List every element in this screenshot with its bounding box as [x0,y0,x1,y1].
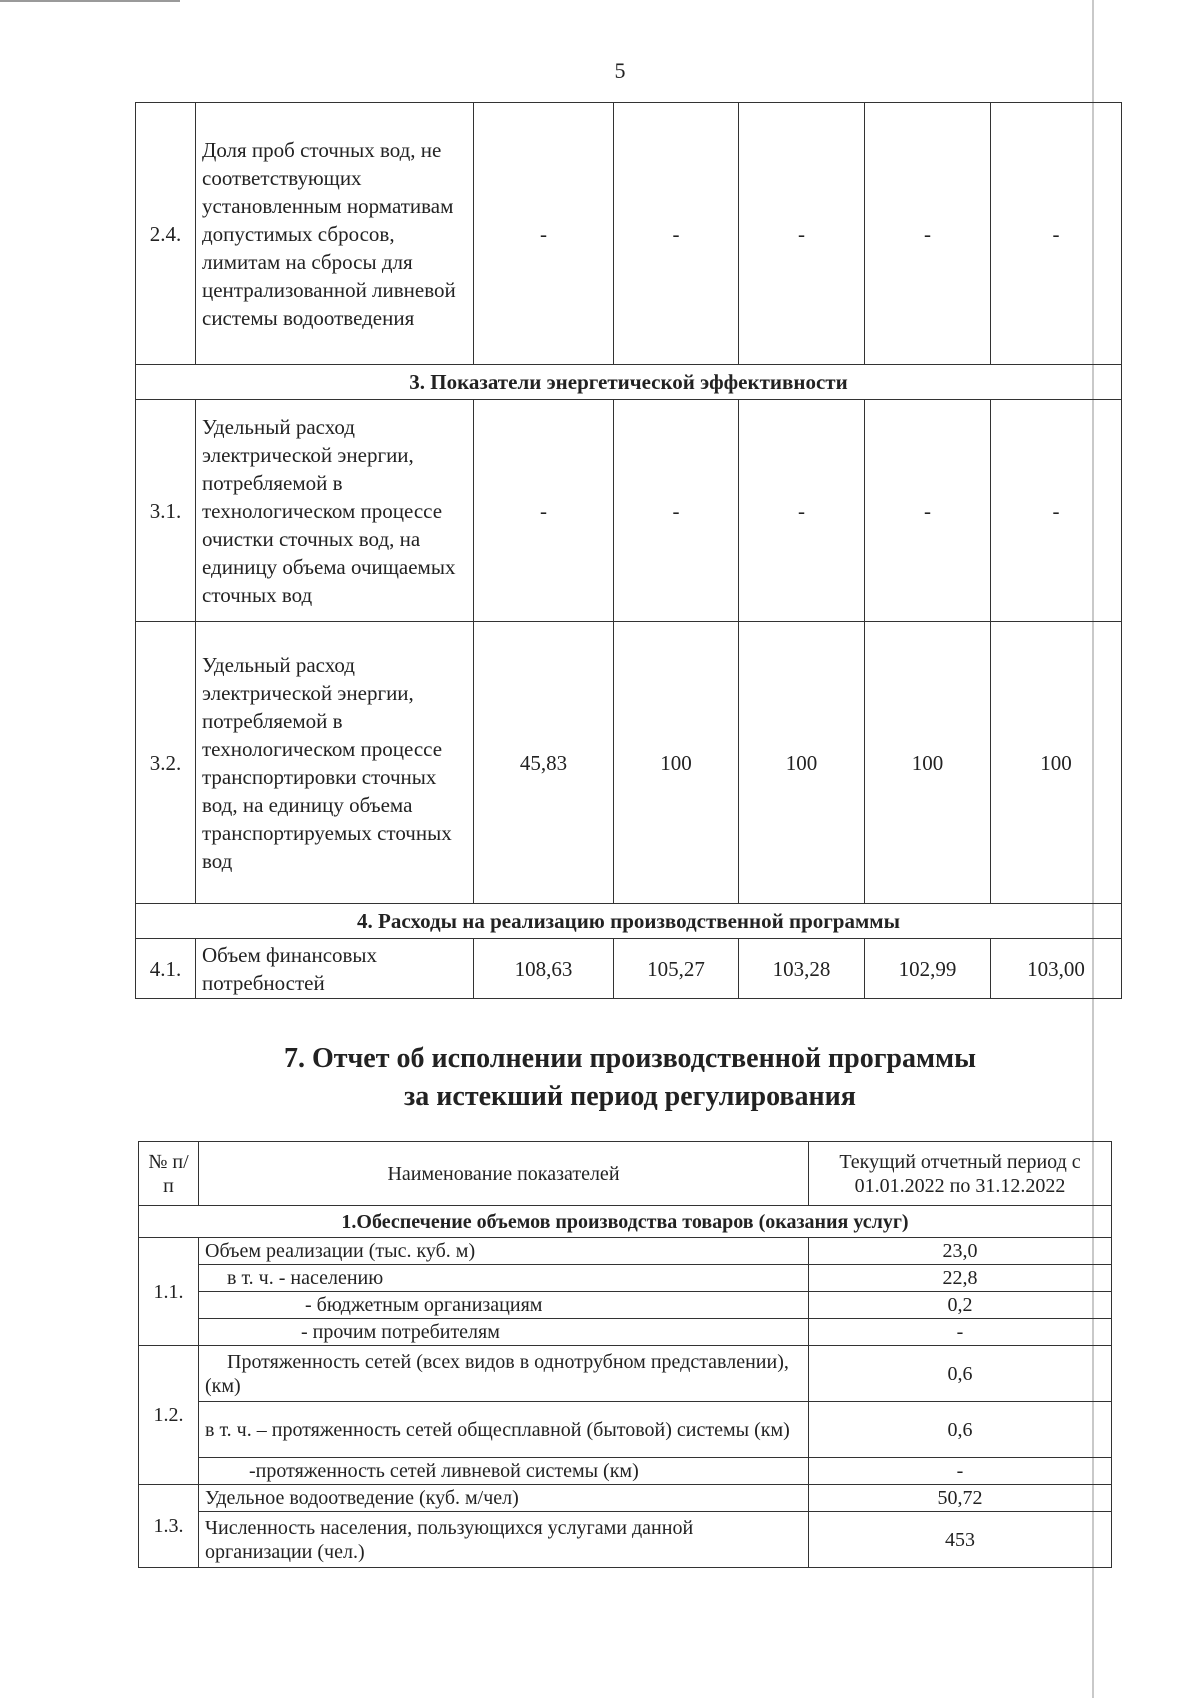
indicator-value: 108,63 [474,939,614,999]
indicator-name: - прочим потребителям [199,1319,809,1346]
table-row [139,1346,1112,1402]
table-row [139,1512,1112,1568]
table-row [139,1238,1112,1265]
indicator-value: 0,6 [809,1402,1112,1458]
section-heading: 4. Расходы на реализацию производственной программы [136,904,1122,939]
indicator-value: - [991,400,1122,622]
indicator-value: 0,2 [809,1292,1112,1319]
indicator-name: Численность населения, пользующихся услугами данной организации (чел.) [199,1512,809,1568]
indicator-name: в т. ч. - населению [199,1265,809,1292]
indicator-value: - [865,103,991,365]
table-row [139,1458,1112,1485]
indicator-value: 45,83 [474,622,614,904]
section-row [136,904,1122,939]
indicator-name: в т. ч. – протяженность сетей общесплавной (бытовой) системы (км) [199,1402,809,1458]
report-title-line1: 7. Отчет об исполнении производственной программы [283,1043,976,1074]
indicator-value: - [474,400,614,622]
indicator-value: - [809,1458,1112,1485]
indicator-value: - [614,400,739,622]
indicator-value: 100 [614,622,739,904]
table-row [136,939,1122,999]
indicator-value: - [739,103,865,365]
indicator-value: - [991,103,1122,365]
table-row [139,1265,1112,1292]
indicator-name: Протяженность сетей (всех видов в однотрубном представлении), (км) [199,1346,809,1402]
row-number: 1.2. [139,1346,199,1485]
indicator-value: - [809,1319,1112,1346]
table-row [139,1292,1112,1319]
indicator-value: 100 [991,622,1122,904]
report-title-line2: за истекший период регулирования [404,1081,856,1112]
header-number: № п/п [139,1142,199,1206]
scan-artifact-top [0,0,180,2]
indicator-name: Доля проб сточных вод, не соответствующих установленным нормативам допустимых сбросов, лимитам на сбросы для централизованной ливневой системы водоотведения [196,103,474,365]
table-row [136,103,1122,365]
report-title [200,1040,1060,1116]
report-table [138,1141,1112,1568]
indicator-value: 103,00 [991,939,1122,999]
indicators-table [135,102,1122,999]
row-number: 1.1. [139,1238,199,1346]
section-row [139,1206,1112,1238]
page-number: 5 [614,58,626,83]
indicator-value: 0,6 [809,1346,1112,1402]
section-heading: 3. Показатели энергетической эффективности [136,365,1122,400]
indicator-value: - [865,400,991,622]
indicator-name: Удельный расход электрической энергии, потребляемой в технологическом процессе очистки сточных вод, на единицу объема очищаемых сточных вод [196,400,474,622]
indicator-value: - [614,103,739,365]
table-row [139,1319,1112,1346]
row-number: 4.1. [136,939,196,999]
indicator-value: 100 [739,622,865,904]
row-number: 3.2. [136,622,196,904]
indicator-value: 105,27 [614,939,739,999]
indicator-name: Объем финансовых потребностей [196,939,474,999]
row-number: 2.4. [136,103,196,365]
indicator-name: Удельное водоотведение (куб. м/чел) [199,1485,809,1512]
indicator-value: 102,99 [865,939,991,999]
row-number: 3.1. [136,400,196,622]
indicator-name: Удельный расход электрической энергии, потребляемой в технологическом процессе транспортировки сточных вод, на единицу объема транспортируемых сточных вод [196,622,474,904]
row-number: 1.3. [139,1485,199,1568]
header-name: Наименование показателей [199,1142,809,1206]
indicator-name: -протяженность сетей ливневой системы (км) [199,1458,809,1485]
indicator-value: 22,8 [809,1265,1112,1292]
table-row [139,1402,1112,1458]
indicator-value: 453 [809,1512,1112,1568]
indicator-name: Объем реализации (тыс. куб. м) [199,1238,809,1265]
header-row [139,1142,1112,1206]
header-period: Текущий отчетный период с 01.01.2022 по 31.12.2022 [809,1142,1112,1206]
section-row [136,365,1122,400]
indicator-value: - [474,103,614,365]
table-row [139,1485,1112,1512]
table-row [136,622,1122,904]
table-row [136,400,1122,622]
section-heading: 1.Обеспечение объемов производства товаров (оказания услуг) [139,1206,1112,1238]
indicator-value: 100 [865,622,991,904]
indicator-value: - [739,400,865,622]
indicator-value: 103,28 [739,939,865,999]
indicator-value: 23,0 [809,1238,1112,1265]
indicator-name: - бюджетным организациям [199,1292,809,1319]
indicator-value: 50,72 [809,1485,1112,1512]
